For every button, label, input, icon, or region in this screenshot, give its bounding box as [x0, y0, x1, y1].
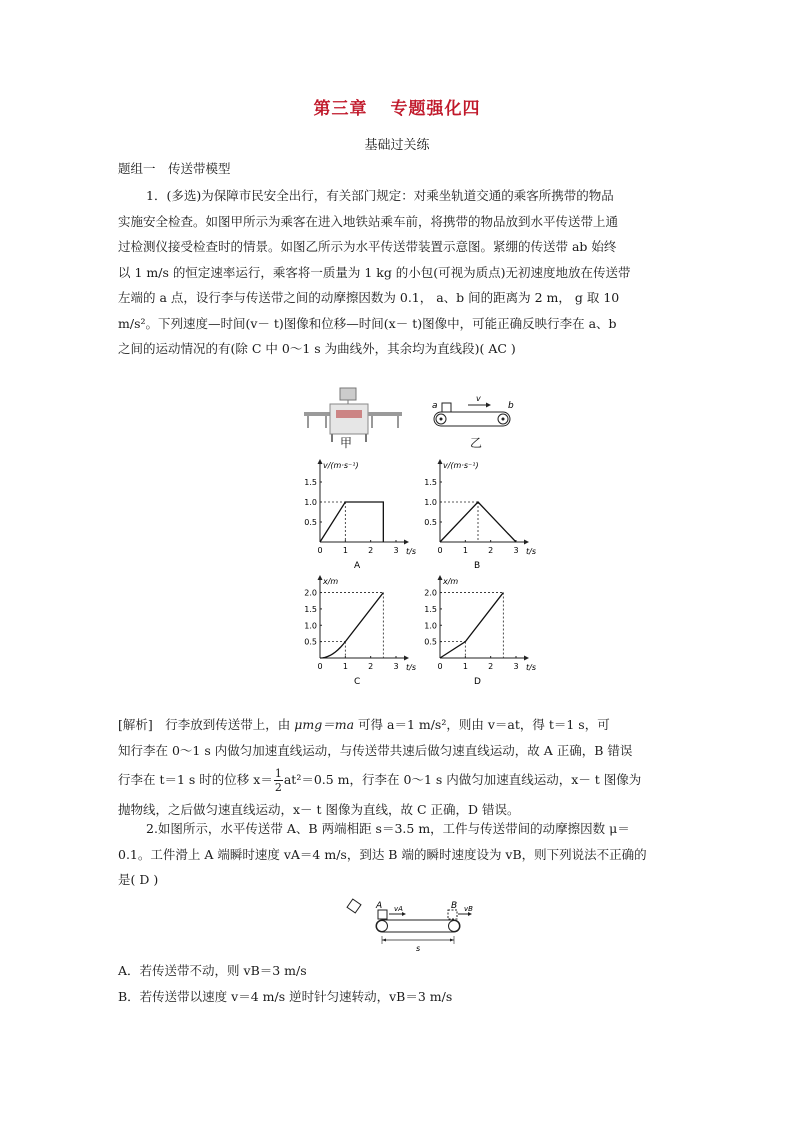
scanner-monitor — [340, 388, 356, 400]
x-axis-arrow — [524, 656, 529, 661]
analysis-text: 行李在 t＝1 s 时的位移 x＝ — [118, 772, 273, 787]
belt-left — [304, 412, 330, 416]
y-tick-label: 1.0 — [304, 621, 317, 631]
graph-c — [292, 574, 432, 686]
section-subtitle: 基础过关练 — [364, 138, 430, 153]
figure-label-yi: 乙 — [470, 436, 483, 450]
graph-caption: B — [474, 561, 481, 570]
label-b: b — [508, 401, 514, 411]
x-axis-label: t/s — [526, 547, 536, 556]
x-tick-label: 1 — [462, 662, 468, 671]
x-tick-label: 1 — [342, 546, 348, 555]
graph-b — [412, 458, 552, 570]
graph-caption: C — [354, 677, 361, 686]
y-axis-label: v/(m·s⁻¹) — [443, 461, 479, 470]
q1-line: 实施安全检查。如图甲所示为乘客在进入地铁站乘车前，将携带的物品放到水平传送带上通 — [118, 213, 619, 229]
package — [442, 403, 451, 412]
y-axis-arrow — [438, 575, 443, 580]
analysis-text: at²＝0.5 m，行李在 0～1 s 内做匀加速直线运动，x－ t 图像为 — [283, 772, 642, 787]
y-axis-label: x/m — [323, 577, 339, 586]
y-tick-label: 0.5 — [424, 518, 437, 527]
x-axis-label: t/s — [526, 663, 536, 672]
label-B: B — [451, 901, 458, 911]
workpiece-a — [378, 910, 387, 919]
y-tick-label: 1.0 — [304, 498, 317, 507]
x-tick-label: 0 — [437, 662, 443, 671]
y-axis-label: v/(m·s⁻¹) — [323, 461, 359, 470]
y-tick-label: 0.5 — [304, 518, 317, 527]
x-tick-label: 0 — [317, 546, 323, 555]
x-axis-arrow — [524, 540, 529, 545]
x-tick-label: 2 — [488, 662, 494, 671]
x-tick-label: 3 — [513, 662, 519, 671]
series-line — [440, 593, 503, 658]
q2-line: 是( D ) — [118, 872, 159, 887]
analysis-line — [118, 763, 678, 797]
scanner-body — [330, 404, 368, 434]
analysis-tag: [解析] — [118, 717, 153, 732]
q2-text — [118, 816, 678, 893]
x-tick-label: 0 — [317, 662, 323, 671]
chapter-title: 第三章 — [313, 99, 368, 119]
y-tick-label: 2.0 — [424, 588, 437, 598]
fraction-numerator: 1 — [274, 767, 282, 780]
analysis-line — [118, 712, 678, 738]
analysis-formula: μmg＝ma — [294, 717, 355, 732]
x-tick-label: 3 — [513, 546, 519, 555]
series-line — [320, 593, 383, 658]
q1-line: 之间的运动情况的有(除 C 中 0～1 s 为曲线外，其余均为直线段)( AC ) — [118, 341, 516, 356]
x-tick-label: 3 — [393, 662, 399, 671]
y-tick-label: 1.5 — [304, 478, 317, 487]
option-a: A．若传送带不动，则 vB＝3 m/s — [118, 963, 307, 978]
label-A: A — [376, 901, 383, 911]
y-tick-label: 1.5 — [424, 604, 437, 614]
y-tick-label: 0.5 — [424, 637, 437, 647]
q1-line: 左端的 a 点，设行李与传送带之间的动摩擦因数为 0.1， a、b 间的距离为 2 m， g 取 10 — [118, 290, 620, 305]
analysis-line: 知行李在 0～1 s 内做匀加速直线运动，与传送带共速后做匀速直线运动，故 A 正确，B 错误 — [118, 742, 633, 758]
series-line — [320, 502, 383, 542]
q1-line: 过检测仪接受检查时的情景。如图乙所示为水平传送带装置示意图。紧绷的传送带 ab 始终 — [118, 239, 617, 254]
q2-options — [118, 958, 678, 1009]
analysis-text: 行李放到传送带上，由 — [152, 717, 295, 732]
y-axis-arrow — [318, 575, 323, 580]
x-axis-label: t/s — [406, 547, 416, 556]
y-tick-label: 2.0 — [304, 588, 317, 598]
x-axis-arrow — [404, 540, 409, 545]
q1-line: 1．(多选)为保障市民安全出行，有关部门规定：对乘坐轨道交通的乘客所携带的物品 — [146, 188, 614, 203]
graph-caption: D — [474, 677, 481, 686]
y-axis-arrow — [438, 459, 443, 464]
y-tick-label: 0.5 — [304, 637, 317, 647]
workpiece-b — [448, 910, 457, 919]
graph-caption: A — [354, 561, 361, 570]
graph-a — [292, 458, 432, 570]
label-vA: vA — [394, 905, 403, 913]
x-tick-label: 1 — [342, 662, 348, 671]
option-b: B．若传送带以速度 v＝4 m/s 逆时针匀速转动，vB＝3 m/s — [118, 988, 453, 1004]
label-s: s — [416, 944, 421, 953]
graph-d — [412, 574, 552, 686]
q1-line: 以 1 m/s 的恒定速率运行，乘客将一质量为 1 kg 的小包(可视为质点)无初速度地放在传送带 — [118, 264, 631, 280]
analysis-line: 抛物线，之后做匀速直线运动，x－ t 图像为直线，故 C 正确，D 错误。 — [118, 802, 520, 817]
analysis — [118, 712, 678, 823]
x-tick-label: 2 — [368, 662, 374, 671]
q2-line: 2.如图所示，水平传送带 A、B 两端相距 s＝3.5 m，工件与传送带间的动摩擦因数 μ＝ — [146, 821, 630, 836]
analysis-text: 可得 a＝1 m/s²，则由 v＝at，得 t＝1 s，可 — [354, 717, 610, 732]
x-axis-label: t/s — [406, 663, 416, 672]
y-axis-label: x/m — [443, 577, 459, 586]
q1-line: m/s²。下列速度—时间(v－ t)图像和位移—时间(x－ t)图像中，可能正确反映行李在 a、b — [118, 315, 617, 331]
q2-belt-figure — [340, 896, 480, 954]
topic-title: 专题强化四 — [390, 99, 481, 119]
page-title — [0, 94, 794, 119]
y-tick-label: 1.0 — [424, 498, 437, 507]
belt-right — [368, 412, 402, 416]
fraction — [274, 767, 283, 794]
group-title: 题组一 传送带模型 — [118, 161, 231, 176]
label-vB: vB — [464, 905, 473, 913]
x-tick-label: 2 — [368, 546, 374, 555]
y-axis-arrow — [318, 459, 323, 464]
fraction-denominator: 2 — [274, 781, 282, 794]
x-axis-arrow — [404, 656, 409, 661]
security-scanner-figure — [302, 382, 414, 446]
x-tick-label: 0 — [437, 546, 443, 555]
y-tick-label: 1.5 — [304, 604, 317, 614]
q1-text — [118, 183, 678, 362]
figure-label-jia: 甲 — [340, 436, 353, 450]
label-a: a — [432, 401, 438, 411]
x-tick-label: 1 — [462, 546, 468, 555]
y-tick-label: 1.5 — [424, 478, 437, 487]
x-tick-label: 3 — [393, 546, 399, 555]
y-tick-label: 1.0 — [424, 621, 437, 631]
label-v: v — [476, 394, 481, 403]
belt-schematic — [428, 390, 522, 428]
x-tick-label: 2 — [488, 546, 494, 555]
q2-line: 0.1。工件滑上 A 端瞬时速度 vA＝4 m/s，到达 B 端的瞬时速度设为 vB，则下列说法不正确的 — [118, 846, 647, 862]
